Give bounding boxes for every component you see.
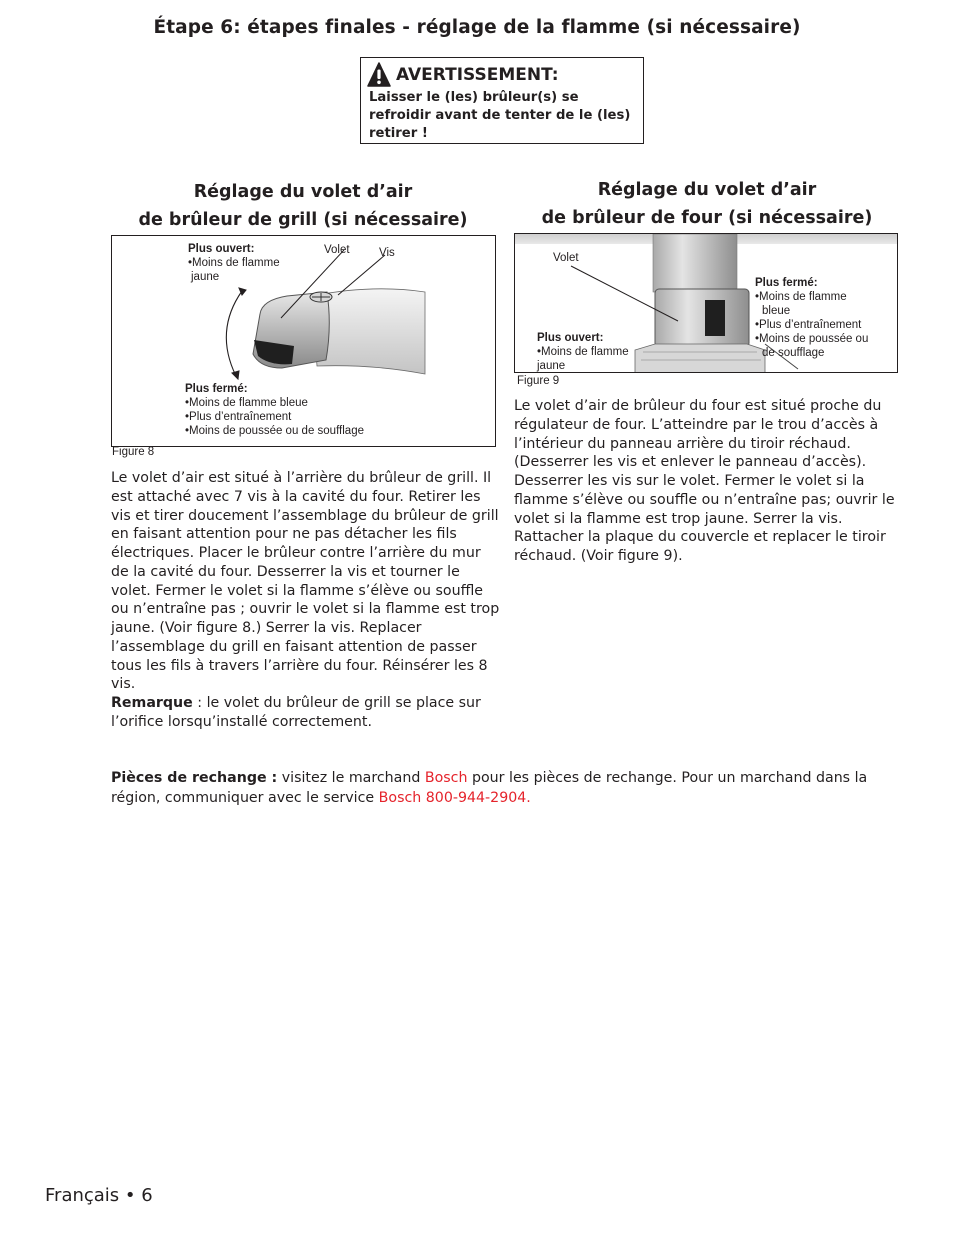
oven-closed-item: de soufflage <box>762 347 825 359</box>
grill-label-volet: Volet <box>324 244 350 256</box>
oven-closed-item: bleue <box>762 305 791 317</box>
oven-heading-line1: Réglage du volet d’air <box>597 180 817 200</box>
oven-closed-item: •Moins de poussée ou <box>755 333 869 345</box>
grill-closed-item: •Moins de flamme bleue <box>185 397 308 409</box>
parts-text-2: pour les pièces de rechange. Pour un marchand dans la région, communiquer avec le service <box>111 770 868 806</box>
warning-header <box>367 60 559 90</box>
grill-note <box>111 694 501 732</box>
oven-open-heading: Plus ouvert: <box>537 332 604 344</box>
bosch-phone-link[interactable]: Bosch 800-944-2904. <box>378 790 531 806</box>
grill-closed-heading: Plus fermé: <box>185 383 248 395</box>
warning-heading: AVERTISSEMENT: <box>396 65 559 85</box>
grill-open-item: •Moins de flamme <box>188 257 280 269</box>
oven-section-heading <box>513 176 901 232</box>
page-title: Étape 6: étapes finales - réglage de la flamme (si nécessaire) <box>153 17 801 38</box>
oven-heading-line2: de brûleur de four (si nécessaire) <box>541 208 873 228</box>
grill-heading-line2: de brûleur de grill (si nécessaire) <box>138 210 468 230</box>
oven-open-item: •Moins de flamme <box>537 346 629 358</box>
grill-closed-item: •Plus d’entraînement <box>185 411 292 423</box>
warning-box <box>360 57 644 144</box>
warning-message: Laisser le (les) brûleur(s) se refroidir avant de tenter de le (les) retirer ! <box>369 90 631 141</box>
figure-9-caption: Figure 9 <box>517 375 560 387</box>
grill-note-text: : le volet du brûleur de grill se place sur l’orifice lorsqu’installé correctement. <box>111 695 481 730</box>
oven-closed-heading: Plus fermé: <box>755 277 818 289</box>
grill-note-label: Remarque <box>111 695 193 711</box>
grill-heading-line1: Réglage du volet d’air <box>193 182 413 202</box>
grill-open-heading: Plus ouvert: <box>188 243 255 255</box>
warning-triangle-icon <box>367 62 391 88</box>
bosch-link[interactable]: Bosch <box>424 770 468 786</box>
figure-9-oven-shutter <box>514 233 898 373</box>
grill-open-item: jaune <box>191 271 220 283</box>
page-footer: Français • 6 <box>45 1185 153 1206</box>
figure-8-caption: Figure 8 <box>112 446 155 458</box>
figure-8-grill-shutter <box>111 235 496 447</box>
parts-label: Pièces de rechange : <box>111 770 278 786</box>
oven-closed-item: •Plus d’entraînement <box>755 319 862 331</box>
grill-section-heading <box>111 178 495 234</box>
oven-open-item: jaune <box>537 360 566 372</box>
oven-more-open-callout <box>537 331 633 373</box>
oven-closed-item: •Moins de flamme <box>755 291 847 303</box>
oven-label-volet: Volet <box>553 252 579 264</box>
grill-paragraph: Le volet d’air est situé à l’arrière du brûleur de grill. Il est attaché avec 7 vis à la cavité du four. Retirer les vis et tirer doucement l’assemblage du brûleur de grill en faisant attention pour ne pas détacher les fils électriques. Placer le brûleur contre l’arrière du mur de la cavité du four. Desserrer la vis et tourner le volet. Fermer le volet si la flamme s’élève ou souffle ou n’entraîne pas ; ouvrir le volet si la flamme est trop jaune. (Voir figure 8.) Serrer la vis. Replacer l’assemblage du grill en faisant attention de passer tous les fils à travers l’arrière du four. Réinsérer les 8 vis. <box>111 470 500 693</box>
grill-instructions <box>111 469 501 732</box>
grill-more-closed-callout <box>185 382 364 438</box>
oven-paragraph: Le volet d’air de brûleur du four est situé proche du régulateur de four. L’atteindre par le trou d’accès à l’intérieur du panneau arrière du tiroir réchaud. (Desserrer les vis et enlever le panneau d’accès). Desserrer les vis sur le volet. Fermer le volet si la flamme s’élève ou souffle ou n’entraîne pas; ouvrir le volet si la flamme est trop jaune. Serrer la vis. Rattacher la plaque du couvercle et replacer le tiroir réchaud. (Voir figure 9). <box>514 398 895 564</box>
oven-more-closed-callout <box>755 276 868 360</box>
grill-label-vis: Vis <box>379 247 395 259</box>
replacement-parts-note <box>111 768 871 808</box>
parts-text-1: visitez le marchand <box>277 770 425 786</box>
grill-more-open-callout <box>188 242 280 284</box>
grill-closed-item: •Moins de poussée ou de soufflage <box>185 425 364 437</box>
